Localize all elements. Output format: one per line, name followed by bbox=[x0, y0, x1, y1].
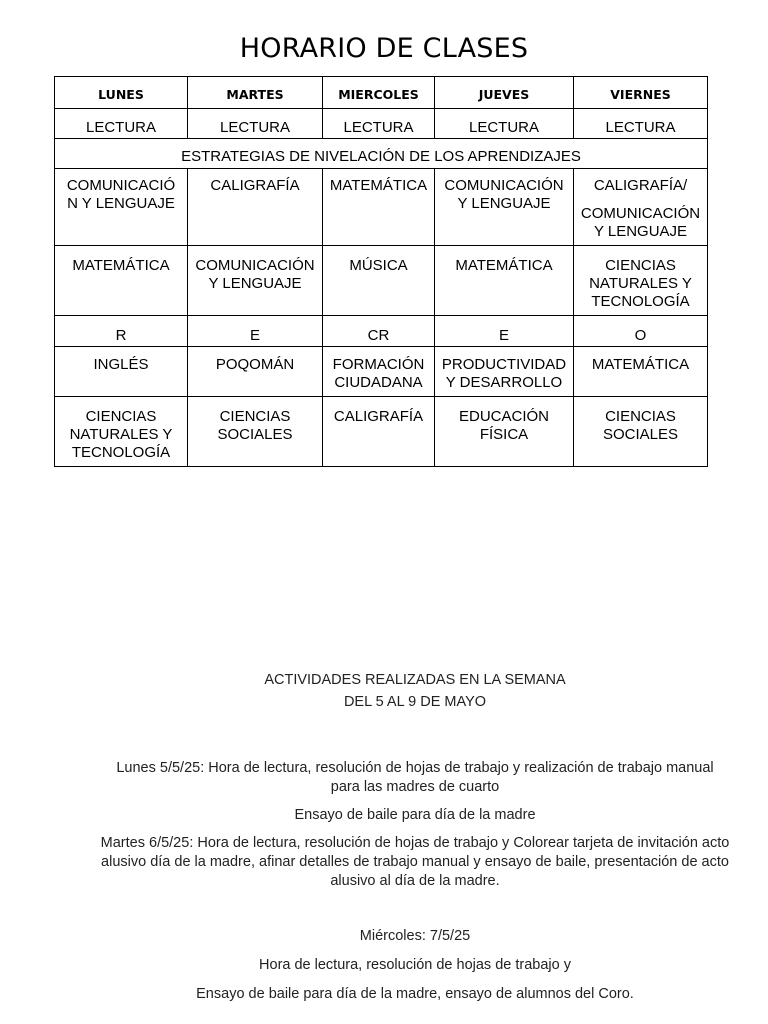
activity-martes: Martes 6/5/25: Hora de lectura, resolución de hojas de trabajo y Colorear tarjeta de invitación acto alusivo día de la madre, afinar detalles de trabajo manual y ensayo de baile, presentación de acto alusivo al día de la madre. bbox=[100, 835, 730, 889]
table-cell bbox=[435, 347, 574, 397]
table-cell bbox=[188, 397, 323, 467]
cell-line: SOCIALES bbox=[217, 426, 293, 443]
table-cell bbox=[435, 246, 574, 316]
cell-line: SOCIALES bbox=[602, 426, 679, 443]
cell-text-extra bbox=[576, 205, 705, 241]
cell-line: CALIGRAFÍA bbox=[333, 408, 424, 425]
table-cell bbox=[55, 246, 188, 316]
table-cell bbox=[55, 397, 188, 467]
table-cell: LECTURA bbox=[323, 109, 435, 139]
cell-line: PRODUCTIVIDAD bbox=[441, 356, 567, 373]
table-cell: LECTURA bbox=[188, 109, 323, 139]
cell-line: N Y LENGUAJE bbox=[67, 195, 175, 212]
table-cell bbox=[55, 347, 188, 397]
table-cell bbox=[435, 397, 574, 467]
table-cell bbox=[323, 246, 435, 316]
cell-line: CIENCIAS bbox=[85, 408, 157, 425]
table-cell bbox=[323, 347, 435, 397]
table-cell: E bbox=[435, 316, 574, 347]
table-cell bbox=[323, 169, 435, 246]
cell-line: MATEMÁTICA bbox=[455, 257, 553, 274]
cell-line: NATURALES Y bbox=[69, 426, 173, 443]
table-row bbox=[55, 347, 708, 397]
header-miercoles: MIERCOLES bbox=[323, 77, 435, 109]
table-row bbox=[55, 246, 708, 316]
table-cell: R bbox=[55, 316, 188, 347]
cell-line: CIENCIAS bbox=[219, 408, 291, 425]
cell-line: NATURALES Y bbox=[589, 275, 692, 292]
cell-line: FÍSICA bbox=[479, 426, 529, 443]
table-cell bbox=[574, 347, 708, 397]
table-row bbox=[55, 397, 708, 467]
activity-miercoles-extra: Ensayo de baile para día de la madre, ensayo de alumnos del Coro. bbox=[196, 986, 634, 1002]
table-cell: CR bbox=[323, 316, 435, 347]
table-cell: LECTURA bbox=[574, 109, 708, 139]
cell-text: CALIGRAFÍA/ bbox=[593, 177, 688, 194]
table-cell bbox=[574, 397, 708, 467]
cell-line: Y LENGUAJE bbox=[208, 275, 302, 292]
cell-line: MATEMÁTICA bbox=[329, 177, 428, 194]
cell-line: FORMACIÓN bbox=[332, 356, 425, 373]
activity-miercoles: Hora de lectura, resolución de hojas de trabajo y bbox=[259, 957, 571, 973]
header-martes: MARTES bbox=[188, 77, 323, 109]
cell-line: Y DESARROLLO bbox=[445, 374, 563, 391]
header-viernes: VIERNES bbox=[574, 77, 708, 109]
cell-line: MATEMÁTICA bbox=[591, 356, 690, 373]
cell-line: COMUNICACIÓ bbox=[66, 177, 176, 194]
table-cell bbox=[55, 169, 188, 246]
cell-line: CALIGRAFÍA bbox=[210, 177, 300, 194]
table-cell bbox=[574, 246, 708, 316]
table-row bbox=[55, 316, 708, 347]
activity-lunes-extra: Ensayo de baile para día de la madre bbox=[294, 807, 536, 823]
strategy-banner-cell: ESTRATEGIAS DE NIVELACIÓN DE LOS APRENDIZAJES bbox=[55, 139, 708, 169]
cell-line: Y LENGUAJE bbox=[593, 223, 688, 240]
cell-line: CIENCIAS bbox=[605, 257, 676, 274]
table-row bbox=[55, 139, 708, 169]
cell-line: POQOMÁN bbox=[215, 356, 295, 373]
header-lunes: LUNES bbox=[55, 77, 188, 109]
table-cell bbox=[188, 246, 323, 316]
activities-subtitle: DEL 5 AL 9 DE MAYO bbox=[343, 694, 487, 710]
cell-line: EDUCACIÓN bbox=[458, 408, 549, 425]
table-cell: LECTURA bbox=[435, 109, 574, 139]
cell-line: TECNOLOGÍA bbox=[591, 293, 690, 310]
cell-line: Y LENGUAJE bbox=[457, 195, 551, 212]
activities-section bbox=[100, 671, 730, 1004]
activity-lunes: Lunes 5/5/25: Hora de lectura, resolución de hojas de trabajo y realización de trabajo manual para las madres de cuarto bbox=[116, 760, 714, 795]
table-cell bbox=[188, 347, 323, 397]
header-jueves: JUEVES bbox=[435, 77, 574, 109]
cell-line: MÚSICA bbox=[349, 257, 408, 274]
cell-line: CIENCIAS bbox=[605, 408, 676, 425]
cell-line: COMUNICACIÓN bbox=[195, 257, 315, 274]
table-cell bbox=[574, 169, 708, 246]
table-cell: E bbox=[188, 316, 323, 347]
activities-title: ACTIVIDADES REALIZADAS EN LA SEMANA bbox=[264, 672, 566, 688]
cell-line: MATEMÁTICA bbox=[72, 257, 170, 274]
table-cell bbox=[188, 169, 323, 246]
header-row bbox=[55, 77, 708, 109]
cell-line: INGLÉS bbox=[93, 356, 149, 373]
cell-line: COMUNICACIÓN bbox=[580, 205, 701, 222]
table-cell bbox=[323, 397, 435, 467]
cell-line: COMUNICACIÓN bbox=[444, 177, 564, 194]
table-row bbox=[55, 109, 708, 139]
table-cell: LECTURA bbox=[55, 109, 188, 139]
page-title: HORARIO DE CLASES bbox=[239, 33, 529, 64]
schedule-table bbox=[54, 76, 708, 467]
activity-miercoles-heading: Miércoles: 7/5/25 bbox=[359, 928, 471, 944]
table-cell bbox=[435, 169, 574, 246]
table-cell: O bbox=[574, 316, 708, 347]
table-row bbox=[55, 169, 708, 246]
cell-line: TECNOLOGÍA bbox=[71, 444, 171, 461]
cell-line: CIUDADANA bbox=[334, 374, 423, 391]
